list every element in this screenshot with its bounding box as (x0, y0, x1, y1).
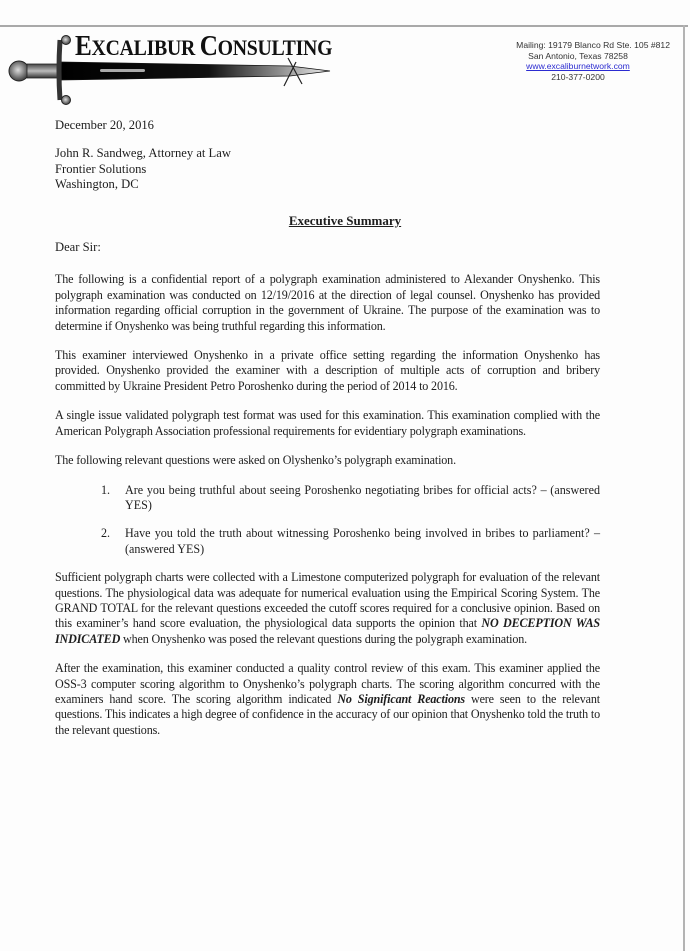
paragraph-interview: This examiner interviewed Onyshenko in a private office setting regarding the information Onyshenko has provided. Onyshenko provided the examiner with a description of multiple acts of corruption and bribery committed by Ukraine President Petro Poroshenko during the period of 2014 to 2016. (55, 348, 600, 393)
recipient-address (55, 146, 600, 192)
recipient-name: John R. Sandweg, Attorney at Law (55, 146, 231, 161)
page-border (683, 25, 685, 951)
recipient-location: Washington, DC (55, 177, 139, 192)
website-link[interactable]: www.excaliburnetwork.com (526, 61, 630, 71)
company-name: EXCALIBUR CONSULTING (75, 31, 333, 62)
header-rule (0, 25, 688, 27)
list-item: 1. Are you being truthful about seeing Poroshenko negotiating bribes for official acts? – (answered YES) (101, 482, 600, 512)
phone-number: 210-377-0200 (551, 71, 605, 82)
company-logo (0, 28, 340, 106)
salutation: Dear Sir: (55, 240, 101, 255)
letter-body (55, 118, 600, 738)
paragraph-questions-intro: The following relevant questions were asked on Olyshenko’s polygraph examination. (55, 453, 456, 468)
letter-date: December 20, 2016 (55, 118, 154, 132)
mailing-address: Mailing: 19179 Blanco Rd Ste. 105 #812 (516, 40, 670, 50)
paragraph-intro: The following is a confidential report of a polygraph examination administered to Alexander Onyshenko. This polygraph examination was conducted on 12/19/2016 at the direction of legal counsel. Onyshenko has provided information regarding official corruption in the government of Ukraine. The purpose of the examination was to determine if Onyshenko was being truthful regarding this information. (55, 272, 600, 333)
paragraph-results: Sufficient polygraph charts were collected with a Limestone computerized polygraph for evaluation of the relevant questions. The physiological data was adequate for numerical evaluation using the Empirical Scoring System. The GRAND TOTAL for the relevant questions exceeded the cutoff scores required for a conclusive opinion. Based on this examiner’s hand score evaluation, the physiological data supports the opinion that NO DECEPTION WAS INDICATED when Onyshenko was posed the relevant questions during the polygraph examination. (55, 570, 600, 646)
contact-block (478, 40, 678, 82)
paragraph-quality-control: After the examination, this examiner conducted a quality control review of this exam. This examiner applied the OSS-3 computer scoring algorithm to Onyshenko’s polygraph charts. The scoring algorithm concurred with the examiners hand score. The scoring algorithm indicated No Significant Reactions were seen to the relevant questions. This indicates a high degree of confidence in the accuracy of our opinion that Onyshenko told the truth to the relevant questions. (55, 661, 600, 737)
list-item: 2. Have you told the truth about witnessing Poroshenko being involved in bribes to parliament? – (answered YES) (101, 526, 600, 556)
city-state: San Antonio, Texas 78258 (528, 50, 628, 61)
result-emphasis: NO DECEPTION WAS INDICATED (55, 616, 600, 646)
paragraph-format: A single issue validated polygraph test format was used for this examination. This examination complied with the American Polygraph Association professional requirements for evidentiary polygraph examinations. (55, 408, 600, 438)
page-title: Executive Summary (288, 212, 402, 228)
question-list (55, 483, 600, 558)
algorithm-emphasis: No Significant Reactions (337, 691, 465, 706)
recipient-org: Frontier Solutions (55, 161, 147, 176)
